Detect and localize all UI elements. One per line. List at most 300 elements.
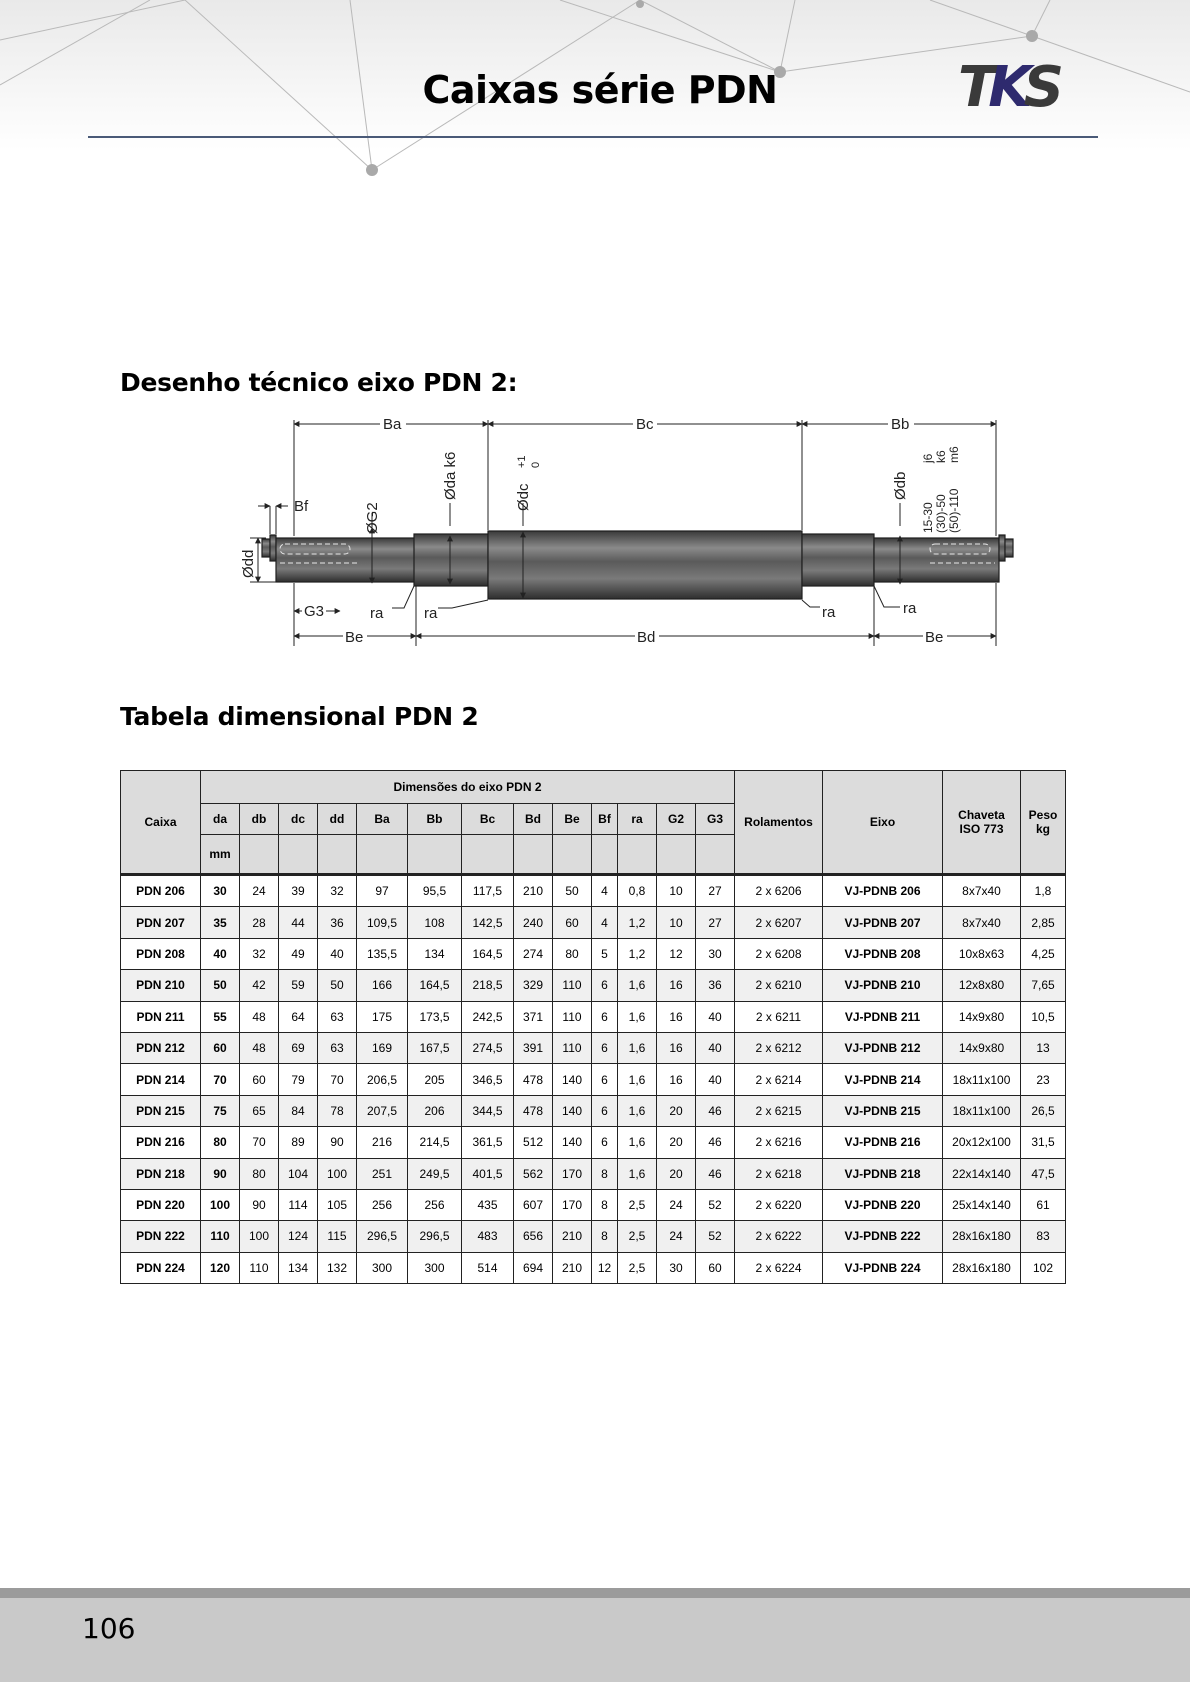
cell-ra: 1,6 bbox=[618, 1095, 657, 1126]
table-row bbox=[121, 1001, 1066, 1032]
cell-ba: 216 bbox=[357, 1127, 408, 1158]
cell-db: 100 bbox=[240, 1221, 279, 1252]
header-bb: Bb bbox=[408, 804, 462, 835]
cell-caixa: PDN 211 bbox=[121, 1001, 201, 1032]
cell-dd: 132 bbox=[318, 1252, 357, 1283]
cell-bd: 512 bbox=[514, 1127, 553, 1158]
cell-chaveta: 18x11x100 bbox=[943, 1095, 1021, 1126]
cell-g2: 10 bbox=[657, 907, 696, 938]
page-title: Caixas série PDN bbox=[422, 68, 778, 112]
cell-ra: 1,6 bbox=[618, 1064, 657, 1095]
cell-dd: 63 bbox=[318, 1001, 357, 1032]
cell-da: 90 bbox=[201, 1158, 240, 1189]
table-row bbox=[121, 1095, 1066, 1126]
cell-bd: 371 bbox=[514, 1001, 553, 1032]
cell-rolamentos: 2 x 6210 bbox=[735, 970, 823, 1001]
cell-ra: 1,6 bbox=[618, 1158, 657, 1189]
cell-eixo: VJ-PDNB 207 bbox=[823, 907, 943, 938]
cell-dd: 105 bbox=[318, 1189, 357, 1220]
cell-rolamentos: 2 x 6208 bbox=[735, 938, 823, 969]
cell-be: 140 bbox=[553, 1064, 592, 1095]
header-bf: Bf bbox=[592, 804, 618, 835]
svg-text:TKS: TKS bbox=[958, 58, 1056, 112]
cell-g3: 36 bbox=[696, 970, 735, 1001]
cell-bd: 656 bbox=[514, 1221, 553, 1252]
label-g2: ØG2 bbox=[364, 502, 381, 534]
label-bd: Bd bbox=[637, 629, 656, 646]
label-da: Øda k6 bbox=[442, 451, 459, 500]
table-row bbox=[121, 1252, 1066, 1283]
cell-ba: 206,5 bbox=[357, 1064, 408, 1095]
cell-chaveta: 25x14x140 bbox=[943, 1189, 1021, 1220]
cell-be: 60 bbox=[553, 907, 592, 938]
header-g3: G3 bbox=[696, 804, 735, 835]
cell-chaveta: 28x16x180 bbox=[943, 1252, 1021, 1283]
cell-dc: 64 bbox=[279, 1001, 318, 1032]
cell-g3: 40 bbox=[696, 1001, 735, 1032]
cell-db: 24 bbox=[240, 875, 279, 907]
cell-da: 110 bbox=[201, 1221, 240, 1252]
cell-bf: 6 bbox=[592, 1032, 618, 1063]
cell-db: 48 bbox=[240, 1001, 279, 1032]
cell-bc: 361,5 bbox=[462, 1127, 514, 1158]
cell-bf: 8 bbox=[592, 1158, 618, 1189]
cell-caixa: PDN 222 bbox=[121, 1221, 201, 1252]
cell-peso: 61 bbox=[1021, 1189, 1066, 1220]
shaft-technical-drawing bbox=[240, 408, 1020, 653]
header-peso: Peso kg bbox=[1021, 771, 1066, 875]
cell-chaveta: 14x9x80 bbox=[943, 1032, 1021, 1063]
cell-g3: 40 bbox=[696, 1032, 735, 1063]
cell-caixa: PDN 224 bbox=[121, 1252, 201, 1283]
label-dc: Ødc bbox=[515, 483, 532, 511]
cell-bc: 242,5 bbox=[462, 1001, 514, 1032]
cell-eixo: VJ-PDNB 214 bbox=[823, 1064, 943, 1095]
cell-bf: 4 bbox=[592, 875, 618, 907]
cell-rolamentos: 2 x 6207 bbox=[735, 907, 823, 938]
cell-ra: 1,2 bbox=[618, 938, 657, 969]
cell-bf: 6 bbox=[592, 1127, 618, 1158]
cell-peso: 102 bbox=[1021, 1252, 1066, 1283]
cell-da: 40 bbox=[201, 938, 240, 969]
cell-bf: 8 bbox=[592, 1189, 618, 1220]
cell-da: 75 bbox=[201, 1095, 240, 1126]
cell-ba: 166 bbox=[357, 970, 408, 1001]
cell-da: 120 bbox=[201, 1252, 240, 1283]
cell-db: 60 bbox=[240, 1064, 279, 1095]
cell-g2: 20 bbox=[657, 1095, 696, 1126]
cell-be: 210 bbox=[553, 1252, 592, 1283]
cell-chaveta: 14x9x80 bbox=[943, 1001, 1021, 1032]
cell-bb: 296,5 bbox=[408, 1221, 462, 1252]
cell-eixo: VJ-PDNB 215 bbox=[823, 1095, 943, 1126]
cell-da: 30 bbox=[201, 875, 240, 907]
cell-da: 50 bbox=[201, 970, 240, 1001]
cell-bb: 167,5 bbox=[408, 1032, 462, 1063]
cell-bd: 391 bbox=[514, 1032, 553, 1063]
cell-bb: 256 bbox=[408, 1189, 462, 1220]
cell-bc: 274,5 bbox=[462, 1032, 514, 1063]
cell-bb: 205 bbox=[408, 1064, 462, 1095]
table-row bbox=[121, 1221, 1066, 1252]
cell-bc: 346,5 bbox=[462, 1064, 514, 1095]
cell-peso: 10,5 bbox=[1021, 1001, 1066, 1032]
cell-rolamentos: 2 x 6218 bbox=[735, 1158, 823, 1189]
cell-peso: 7,65 bbox=[1021, 970, 1066, 1001]
cell-bb: 249,5 bbox=[408, 1158, 462, 1189]
cell-db: 42 bbox=[240, 970, 279, 1001]
cell-caixa: PDN 212 bbox=[121, 1032, 201, 1063]
label-ra-2: ra bbox=[424, 605, 438, 622]
cell-g3: 60 bbox=[696, 1252, 735, 1283]
cell-chaveta: 20x12x100 bbox=[943, 1127, 1021, 1158]
cell-da: 55 bbox=[201, 1001, 240, 1032]
cell-eixo: VJ-PDNB 208 bbox=[823, 938, 943, 969]
cell-dc: 79 bbox=[279, 1064, 318, 1095]
cell-be: 110 bbox=[553, 1001, 592, 1032]
cell-bc: 483 bbox=[462, 1221, 514, 1252]
header-ba: Ba bbox=[357, 804, 408, 835]
cell-chaveta: 12x8x80 bbox=[943, 970, 1021, 1001]
header-bd: Bd bbox=[514, 804, 553, 835]
cell-ra: 1,2 bbox=[618, 907, 657, 938]
cell-bd: 694 bbox=[514, 1252, 553, 1283]
cell-ra: 2,5 bbox=[618, 1189, 657, 1220]
label-fit-1: j6 bbox=[921, 453, 935, 463]
cell-g2: 16 bbox=[657, 970, 696, 1001]
page-number: 106 bbox=[82, 1612, 136, 1645]
cell-rolamentos: 2 x 6212 bbox=[735, 1032, 823, 1063]
header-chaveta: Chaveta ISO 773 bbox=[943, 771, 1021, 875]
cell-g3: 52 bbox=[696, 1189, 735, 1220]
cell-g2: 16 bbox=[657, 1032, 696, 1063]
cell-dd: 78 bbox=[318, 1095, 357, 1126]
label-db: Ødb bbox=[892, 471, 909, 500]
cell-bc: 514 bbox=[462, 1252, 514, 1283]
cell-g3: 30 bbox=[696, 938, 735, 969]
label-fit-2: k6 bbox=[934, 450, 948, 463]
cell-dc: 59 bbox=[279, 970, 318, 1001]
cell-caixa: PDN 208 bbox=[121, 938, 201, 969]
cell-bc: 164,5 bbox=[462, 938, 514, 969]
label-g3: G3 bbox=[304, 603, 325, 620]
table-row bbox=[121, 1064, 1066, 1095]
cell-g2: 16 bbox=[657, 1001, 696, 1032]
cell-ra: 1,6 bbox=[618, 1032, 657, 1063]
cell-chaveta: 8x7x40 bbox=[943, 907, 1021, 938]
header-group-dimensions: Dimensões do eixo PDN 2 bbox=[201, 771, 735, 804]
cell-bd: 240 bbox=[514, 907, 553, 938]
cell-rolamentos: 2 x 6211 bbox=[735, 1001, 823, 1032]
tks-logo bbox=[958, 58, 1083, 112]
label-range-2: (30)-50 bbox=[934, 494, 948, 533]
cell-da: 100 bbox=[201, 1189, 240, 1220]
cell-rolamentos: 2 x 6220 bbox=[735, 1189, 823, 1220]
label-ra-4: ra bbox=[903, 600, 917, 617]
table-row bbox=[121, 875, 1066, 907]
cell-ba: 175 bbox=[357, 1001, 408, 1032]
cell-dd: 63 bbox=[318, 1032, 357, 1063]
table-row bbox=[121, 907, 1066, 938]
cell-caixa: PDN 206 bbox=[121, 875, 201, 907]
label-dc-tol-bottom: 0 bbox=[530, 461, 542, 468]
cell-dc: 49 bbox=[279, 938, 318, 969]
table-row bbox=[121, 1127, 1066, 1158]
cell-g2: 20 bbox=[657, 1158, 696, 1189]
cell-bd: 607 bbox=[514, 1189, 553, 1220]
cell-bb: 300 bbox=[408, 1252, 462, 1283]
cell-peso: 13 bbox=[1021, 1032, 1066, 1063]
cell-bc: 142,5 bbox=[462, 907, 514, 938]
cell-ra: 2,5 bbox=[618, 1252, 657, 1283]
cell-dd: 90 bbox=[318, 1127, 357, 1158]
label-range-1: 15-30 bbox=[921, 502, 935, 533]
cell-ra: 0,8 bbox=[618, 875, 657, 907]
label-bc: Bc bbox=[636, 416, 654, 433]
cell-caixa: PDN 220 bbox=[121, 1189, 201, 1220]
cell-chaveta: 10x8x63 bbox=[943, 938, 1021, 969]
cell-g2: 30 bbox=[657, 1252, 696, 1283]
cell-be: 50 bbox=[553, 875, 592, 907]
header-dd: dd bbox=[318, 804, 357, 835]
header-g2: G2 bbox=[657, 804, 696, 835]
cell-db: 110 bbox=[240, 1252, 279, 1283]
cell-eixo: VJ-PDNB 216 bbox=[823, 1127, 943, 1158]
cell-bf: 8 bbox=[592, 1221, 618, 1252]
cell-ra: 1,6 bbox=[618, 1127, 657, 1158]
cell-bc: 218,5 bbox=[462, 970, 514, 1001]
cell-eixo: VJ-PDNB 220 bbox=[823, 1189, 943, 1220]
label-range-3: (50)-110 bbox=[947, 488, 961, 533]
cell-ba: 207,5 bbox=[357, 1095, 408, 1126]
cell-be: 110 bbox=[553, 970, 592, 1001]
cell-dd: 70 bbox=[318, 1064, 357, 1095]
cell-eixo: VJ-PDNB 222 bbox=[823, 1221, 943, 1252]
cell-g2: 24 bbox=[657, 1221, 696, 1252]
header-eixo: Eixo bbox=[823, 771, 943, 875]
cell-g3: 46 bbox=[696, 1158, 735, 1189]
cell-g3: 46 bbox=[696, 1095, 735, 1126]
cell-db: 65 bbox=[240, 1095, 279, 1126]
cell-bf: 6 bbox=[592, 1064, 618, 1095]
cell-db: 70 bbox=[240, 1127, 279, 1158]
cell-bb: 108 bbox=[408, 907, 462, 938]
cell-be: 170 bbox=[553, 1158, 592, 1189]
cell-g3: 40 bbox=[696, 1064, 735, 1095]
cell-g2: 10 bbox=[657, 875, 696, 907]
cell-caixa: PDN 216 bbox=[121, 1127, 201, 1158]
cell-bf: 6 bbox=[592, 1095, 618, 1126]
cell-peso: 47,5 bbox=[1021, 1158, 1066, 1189]
label-ra-3: ra bbox=[822, 604, 836, 621]
cell-dc: 104 bbox=[279, 1158, 318, 1189]
cell-bf: 5 bbox=[592, 938, 618, 969]
cell-bb: 134 bbox=[408, 938, 462, 969]
cell-da: 60 bbox=[201, 1032, 240, 1063]
cell-caixa: PDN 207 bbox=[121, 907, 201, 938]
cell-bc: 435 bbox=[462, 1189, 514, 1220]
header-ra: ra bbox=[618, 804, 657, 835]
cell-dc: 114 bbox=[279, 1189, 318, 1220]
table-row bbox=[121, 1189, 1066, 1220]
cell-bb: 214,5 bbox=[408, 1127, 462, 1158]
cell-rolamentos: 2 x 6215 bbox=[735, 1095, 823, 1126]
cell-g2: 24 bbox=[657, 1189, 696, 1220]
cell-caixa: PDN 218 bbox=[121, 1158, 201, 1189]
cell-eixo: VJ-PDNB 210 bbox=[823, 970, 943, 1001]
header-unit: mm bbox=[201, 835, 240, 875]
cell-bd: 329 bbox=[514, 970, 553, 1001]
cell-bf: 12 bbox=[592, 1252, 618, 1283]
cell-g3: 52 bbox=[696, 1221, 735, 1252]
cell-dc: 84 bbox=[279, 1095, 318, 1126]
footer-band bbox=[0, 1588, 1190, 1598]
cell-eixo: VJ-PDNB 206 bbox=[823, 875, 943, 907]
cell-dc: 124 bbox=[279, 1221, 318, 1252]
cell-chaveta: 8x7x40 bbox=[943, 875, 1021, 907]
cell-be: 210 bbox=[553, 1221, 592, 1252]
label-be-2: Be bbox=[925, 629, 944, 646]
table-row bbox=[121, 1158, 1066, 1189]
cell-rolamentos: 2 x 6216 bbox=[735, 1127, 823, 1158]
drawing-section-title: Desenho técnico eixo PDN 2: bbox=[120, 368, 518, 397]
cell-ba: 251 bbox=[357, 1158, 408, 1189]
label-bb: Bb bbox=[891, 416, 910, 433]
cell-rolamentos: 2 x 6224 bbox=[735, 1252, 823, 1283]
cell-ra: 1,6 bbox=[618, 970, 657, 1001]
dimension-table bbox=[120, 770, 1066, 1284]
label-be-1: Be bbox=[345, 629, 364, 646]
cell-db: 48 bbox=[240, 1032, 279, 1063]
cell-eixo: VJ-PDNB 224 bbox=[823, 1252, 943, 1283]
cell-caixa: PDN 214 bbox=[121, 1064, 201, 1095]
table-row bbox=[121, 1032, 1066, 1063]
cell-rolamentos: 2 x 6222 bbox=[735, 1221, 823, 1252]
cell-chaveta: 18x11x100 bbox=[943, 1064, 1021, 1095]
cell-be: 80 bbox=[553, 938, 592, 969]
dimension-table-body bbox=[121, 875, 1066, 1284]
cell-ra: 1,6 bbox=[618, 1001, 657, 1032]
cell-dd: 100 bbox=[318, 1158, 357, 1189]
cell-g3: 27 bbox=[696, 907, 735, 938]
cell-dd: 50 bbox=[318, 970, 357, 1001]
cell-dc: 69 bbox=[279, 1032, 318, 1063]
cell-eixo: VJ-PDNB 218 bbox=[823, 1158, 943, 1189]
cell-chaveta: 28x16x180 bbox=[943, 1221, 1021, 1252]
cell-chaveta: 22x14x140 bbox=[943, 1158, 1021, 1189]
cell-peso: 23 bbox=[1021, 1064, 1066, 1095]
label-ba: Ba bbox=[383, 416, 402, 433]
cell-be: 140 bbox=[553, 1127, 592, 1158]
cell-g3: 27 bbox=[696, 875, 735, 907]
cell-eixo: VJ-PDNB 211 bbox=[823, 1001, 943, 1032]
cell-bd: 478 bbox=[514, 1095, 553, 1126]
cell-peso: 2,85 bbox=[1021, 907, 1066, 938]
cell-dd: 36 bbox=[318, 907, 357, 938]
cell-peso: 83 bbox=[1021, 1221, 1066, 1252]
cell-bf: 4 bbox=[592, 907, 618, 938]
header-rule bbox=[88, 136, 1098, 138]
cell-bb: 206 bbox=[408, 1095, 462, 1126]
cell-bf: 6 bbox=[592, 1001, 618, 1032]
cell-eixo: VJ-PDNB 212 bbox=[823, 1032, 943, 1063]
table-row bbox=[121, 970, 1066, 1001]
cell-dc: 44 bbox=[279, 907, 318, 938]
table-section-title: Tabela dimensional PDN 2 bbox=[120, 702, 479, 731]
table-row bbox=[121, 938, 1066, 969]
cell-bd: 274 bbox=[514, 938, 553, 969]
header-da: da bbox=[201, 804, 240, 835]
cell-db: 90 bbox=[240, 1189, 279, 1220]
cell-bd: 562 bbox=[514, 1158, 553, 1189]
label-dd: Ødd bbox=[240, 549, 257, 578]
footer bbox=[0, 1598, 1190, 1682]
cell-da: 70 bbox=[201, 1064, 240, 1095]
cell-db: 80 bbox=[240, 1158, 279, 1189]
header-db: db bbox=[240, 804, 279, 835]
cell-dc: 39 bbox=[279, 875, 318, 907]
header-bc: Bc bbox=[462, 804, 514, 835]
cell-rolamentos: 2 x 6214 bbox=[735, 1064, 823, 1095]
cell-bf: 6 bbox=[592, 970, 618, 1001]
cell-ba: 300 bbox=[357, 1252, 408, 1283]
cell-db: 32 bbox=[240, 938, 279, 969]
cell-ba: 135,5 bbox=[357, 938, 408, 969]
cell-peso: 1,8 bbox=[1021, 875, 1066, 907]
cell-g3: 46 bbox=[696, 1127, 735, 1158]
cell-dd: 32 bbox=[318, 875, 357, 907]
cell-bc: 401,5 bbox=[462, 1158, 514, 1189]
cell-bb: 95,5 bbox=[408, 875, 462, 907]
cell-ba: 296,5 bbox=[357, 1221, 408, 1252]
cell-dd: 115 bbox=[318, 1221, 357, 1252]
cell-bd: 210 bbox=[514, 875, 553, 907]
cell-be: 110 bbox=[553, 1032, 592, 1063]
label-bf: Bf bbox=[294, 498, 309, 515]
cell-be: 170 bbox=[553, 1189, 592, 1220]
label-fit-3: m6 bbox=[947, 446, 961, 463]
cell-ba: 256 bbox=[357, 1189, 408, 1220]
header-be: Be bbox=[553, 804, 592, 835]
cell-dd: 40 bbox=[318, 938, 357, 969]
cell-bc: 117,5 bbox=[462, 875, 514, 907]
cell-db: 28 bbox=[240, 907, 279, 938]
cell-da: 35 bbox=[201, 907, 240, 938]
cell-bb: 164,5 bbox=[408, 970, 462, 1001]
cell-peso: 26,5 bbox=[1021, 1095, 1066, 1126]
cell-g2: 20 bbox=[657, 1127, 696, 1158]
header-rolamentos: Rolamentos bbox=[735, 771, 823, 875]
header-dc: dc bbox=[279, 804, 318, 835]
cell-be: 140 bbox=[553, 1095, 592, 1126]
cell-caixa: PDN 210 bbox=[121, 970, 201, 1001]
cell-bc: 344,5 bbox=[462, 1095, 514, 1126]
cell-ba: 97 bbox=[357, 875, 408, 907]
cell-ra: 2,5 bbox=[618, 1221, 657, 1252]
label-dc-tol-top: +1 bbox=[516, 455, 528, 468]
cell-ba: 169 bbox=[357, 1032, 408, 1063]
cell-bb: 173,5 bbox=[408, 1001, 462, 1032]
cell-g2: 12 bbox=[657, 938, 696, 969]
header-caixa: Caixa bbox=[121, 771, 201, 875]
cell-caixa: PDN 215 bbox=[121, 1095, 201, 1126]
cell-da: 80 bbox=[201, 1127, 240, 1158]
cell-ba: 109,5 bbox=[357, 907, 408, 938]
cell-dc: 89 bbox=[279, 1127, 318, 1158]
cell-rolamentos: 2 x 6206 bbox=[735, 875, 823, 907]
cell-bd: 478 bbox=[514, 1064, 553, 1095]
label-ra-1: ra bbox=[370, 605, 384, 622]
